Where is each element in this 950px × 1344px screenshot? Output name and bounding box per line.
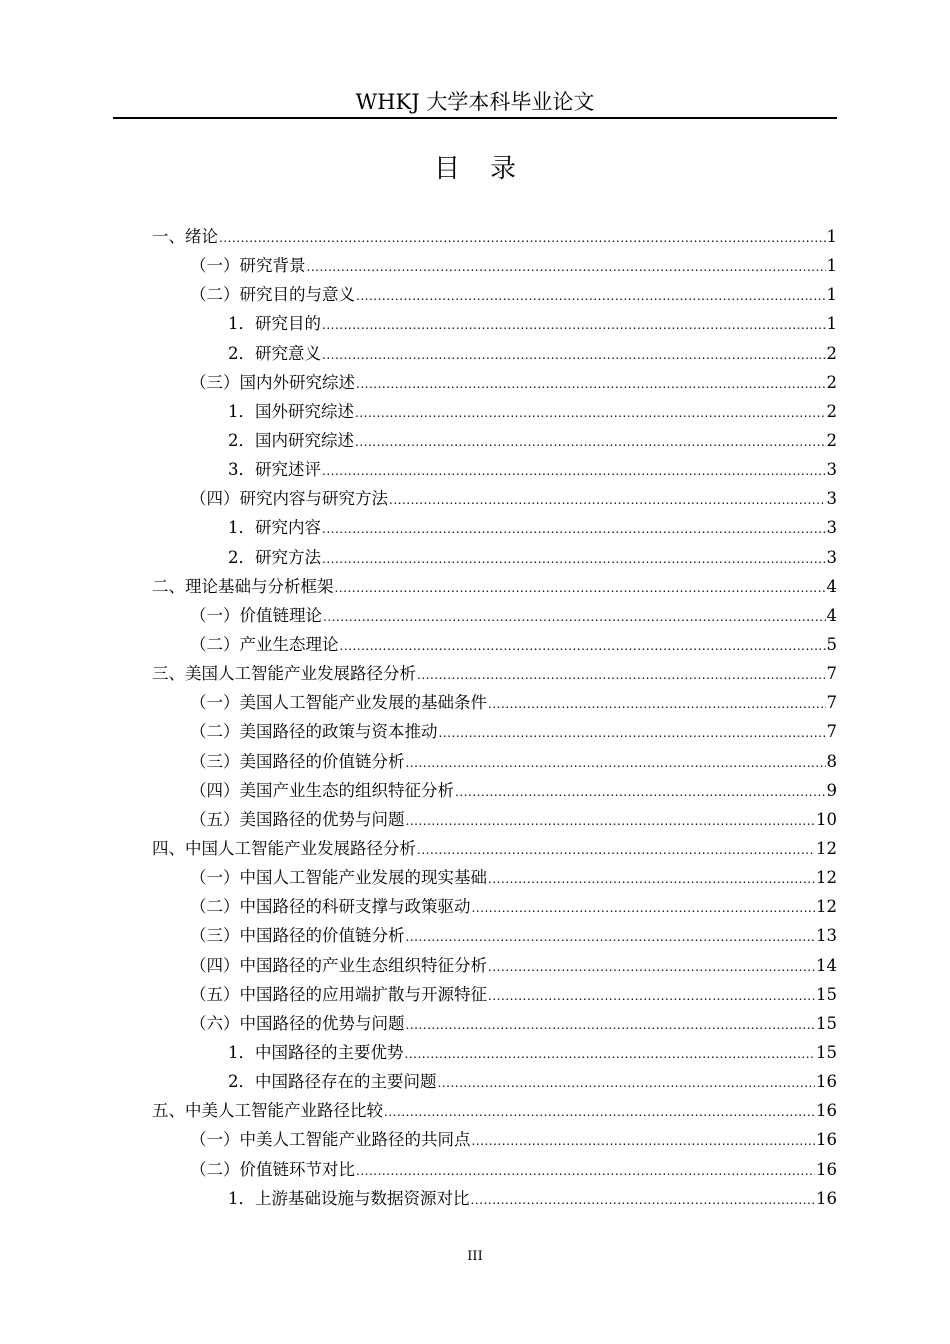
toc-entry[interactable] [152, 513, 837, 542]
toc-entry[interactable] [152, 1155, 837, 1184]
toc-entry-page: 12 [816, 868, 837, 888]
toc-entry-text: 2．中国路径存在的主要问题 [228, 1072, 437, 1092]
toc-entry-page: 3 [826, 460, 837, 480]
toc-entry-page: 2 [826, 401, 837, 421]
toc-entry[interactable] [152, 980, 837, 1009]
toc-entry[interactable] [152, 339, 837, 368]
toc-entry-text: 五、中美人工智能产业路径比较 [152, 1101, 383, 1121]
toc-entry-page: 15 [816, 1013, 837, 1033]
toc-entry-page: 10 [816, 809, 837, 829]
toc-entry-page: 2 [826, 372, 837, 392]
toc-entry-page: 3 [826, 547, 837, 567]
toc-entry[interactable] [152, 309, 837, 338]
toc-leader-dots [438, 1069, 816, 1098]
toc-entry[interactable] [152, 397, 837, 426]
toc-entry-text: 1．研究目的 [228, 314, 321, 334]
toc-entry[interactable] [152, 1038, 837, 1067]
toc-leader-dots [406, 1011, 816, 1040]
toc-leader-dots [384, 1098, 815, 1127]
toc-entry-text: 二、理论基础与分析框架 [152, 576, 334, 596]
toc-entry-page: 1 [826, 227, 837, 246]
toc-entry-page: 7 [826, 693, 837, 713]
toc-entry-page: 13 [816, 926, 837, 946]
toc-entry[interactable] [152, 921, 837, 950]
toc-entry-page: 16 [816, 1072, 837, 1092]
toc-entry-page: 3 [826, 518, 837, 538]
toc-leader-dots [356, 282, 826, 311]
toc-entry-page: 16 [816, 1130, 837, 1150]
toc-leader-dots [417, 836, 815, 865]
toc-entry-text: （一）研究背景 [190, 256, 306, 276]
toc-entry-text: （二）产业生态理论 [190, 634, 339, 654]
toc-entry-text: 2．国内研究综述 [228, 430, 354, 450]
toc-entry-page: 1 [826, 256, 837, 276]
toc-entry[interactable] [152, 484, 837, 513]
toc-entry[interactable] [152, 630, 837, 659]
toc-leader-dots [439, 719, 826, 748]
toc-entry[interactable] [152, 543, 837, 572]
toc-entry-page: 3 [826, 489, 837, 509]
toc-entry[interactable] [152, 426, 837, 455]
toc-entry[interactable] [152, 222, 837, 251]
toc-leader-dots [335, 574, 826, 603]
toc-entry[interactable] [152, 572, 837, 601]
toc-entry-text: 2．研究意义 [228, 343, 321, 363]
toc-entry-page: 4 [826, 605, 837, 625]
toc-leader-dots [472, 1127, 816, 1156]
toc-entry[interactable] [152, 251, 837, 280]
toc-entry-page: 1 [826, 314, 837, 334]
toc-entry[interactable] [152, 863, 837, 892]
toc-entry-page: 8 [826, 751, 837, 771]
toc-entry-page: 16 [816, 1188, 837, 1208]
toc-leader-dots [405, 1040, 816, 1069]
toc-entry-page: 15 [816, 1042, 837, 1062]
toc-entry-text: 1．国外研究综述 [228, 401, 354, 421]
toc-leader-dots [219, 224, 826, 253]
toc-entry-text: 3．研究述评 [228, 460, 321, 480]
running-header: WHKJ 大学本科毕业论文 [355, 90, 595, 114]
toc-entry-text: 2．研究方法 [228, 547, 321, 567]
toc-entry-text: （二）价值链环节对比 [190, 1159, 355, 1179]
toc-entry-page: 1 [826, 285, 837, 305]
toc-leader-dots [488, 953, 815, 982]
toc-entry-text: （五）中国路径的应用端扩散与开源特征 [190, 984, 487, 1004]
toc-entry-text: （三）国内外研究综述 [190, 372, 355, 392]
toc-entry-text: （一）美国人工智能产业发展的基础条件 [190, 693, 487, 713]
toc-entry-page: 16 [816, 1101, 837, 1121]
toc-entry-text: （六）中国路径的优势与问题 [190, 1013, 405, 1033]
toc-entry-page: 7 [826, 664, 837, 684]
toc-leader-dots [355, 428, 826, 457]
toc-entry-page: 7 [826, 722, 837, 742]
toc-leader-dots [322, 311, 826, 340]
toc-entry-text: 1．研究内容 [228, 518, 321, 538]
toc-leader-dots [322, 341, 826, 370]
toc-leader-dots [322, 515, 826, 544]
toc-leader-dots [471, 1186, 816, 1215]
toc-entry-text: 三、美国人工智能产业发展路径分析 [152, 664, 416, 684]
table-of-contents [152, 222, 837, 1213]
toc-entry-page: 14 [816, 955, 837, 975]
toc-entry[interactable] [152, 1184, 837, 1213]
toc-entry-text: 1．上游基础设施与数据资源对比 [228, 1188, 470, 1208]
toc-entry-text: 1．中国路径的主要优势 [228, 1042, 404, 1062]
toc-entry-text: 四、中国人工智能产业发展路径分析 [152, 838, 416, 858]
toc-entry-page: 12 [816, 838, 837, 858]
toc-entry[interactable] [152, 717, 837, 746]
toc-entry-page: 2 [826, 430, 837, 450]
toc-entry-page: 9 [826, 780, 837, 800]
toc-entry[interactable] [152, 1009, 837, 1038]
toc-entry[interactable] [152, 1125, 837, 1154]
toc-entry[interactable] [152, 805, 837, 834]
toc-leader-dots [323, 603, 826, 632]
toc-entry-text: 一、绪论 [152, 227, 218, 246]
toc-entry[interactable] [152, 601, 837, 630]
toc-entry-text: （二）中国路径的科研支撑与政策驱动 [190, 897, 471, 917]
toc-leader-dots [307, 253, 826, 282]
toc-entry[interactable] [152, 1096, 837, 1125]
toc-leader-dots [356, 1157, 815, 1186]
toc-entry-text: （二）研究目的与意义 [190, 285, 355, 305]
toc-entry[interactable] [152, 747, 837, 776]
toc-leader-dots [488, 865, 815, 894]
toc-entry-text: （一）价值链理论 [190, 605, 322, 625]
page-number: III [467, 1249, 483, 1264]
toc-entry-text: （四）研究内容与研究方法 [190, 489, 388, 509]
toc-entry-page: 5 [826, 634, 837, 654]
toc-entry[interactable] [152, 776, 837, 805]
toc-leader-dots [356, 370, 826, 399]
toc-entry[interactable] [152, 455, 837, 484]
toc-entry[interactable] [152, 951, 837, 980]
toc-entry[interactable] [152, 834, 837, 863]
header-rule [113, 117, 837, 119]
toc-leader-dots [488, 690, 826, 719]
toc-leader-dots [406, 749, 826, 778]
toc-leader-dots [406, 923, 816, 952]
toc-leader-dots [488, 982, 815, 1011]
toc-entry[interactable] [152, 659, 837, 688]
toc-title: 目录 [433, 154, 546, 184]
toc-leader-dots [406, 807, 816, 836]
toc-entry[interactable] [152, 688, 837, 717]
toc-leader-dots [355, 399, 826, 428]
toc-leader-dots [472, 894, 816, 923]
toc-leader-dots [455, 778, 826, 807]
toc-entry-text: （四）美国产业生态的组织特征分析 [190, 780, 454, 800]
toc-entry-text: （三）中国路径的价值链分析 [190, 926, 405, 946]
toc-entry-text: （四）中国路径的产业生态组织特征分析 [190, 955, 487, 975]
toc-entry-page: 2 [826, 343, 837, 363]
toc-entry-text: （一）中美人工智能产业路径的共同点 [190, 1130, 471, 1150]
toc-entry-page: 16 [816, 1159, 837, 1179]
toc-leader-dots [417, 661, 826, 690]
toc-entry[interactable] [152, 280, 837, 309]
toc-leader-dots [322, 457, 826, 486]
toc-entry[interactable] [152, 1067, 837, 1096]
toc-entry-text: （二）美国路径的政策与资本推动 [190, 722, 438, 742]
toc-entry[interactable] [152, 368, 837, 397]
toc-entry-page: 15 [816, 984, 837, 1004]
toc-entry-text: （三）美国路径的价值链分析 [190, 751, 405, 771]
toc-entry-text: （五）美国路径的优势与问题 [190, 809, 405, 829]
toc-entry-page: 12 [816, 897, 837, 917]
toc-entry-page: 4 [826, 576, 837, 596]
toc-leader-dots [389, 486, 826, 515]
toc-entry-text: （一）中国人工智能产业发展的现实基础 [190, 868, 487, 888]
toc-leader-dots [322, 545, 826, 574]
toc-entry[interactable] [152, 892, 837, 921]
toc-leader-dots [340, 632, 826, 661]
